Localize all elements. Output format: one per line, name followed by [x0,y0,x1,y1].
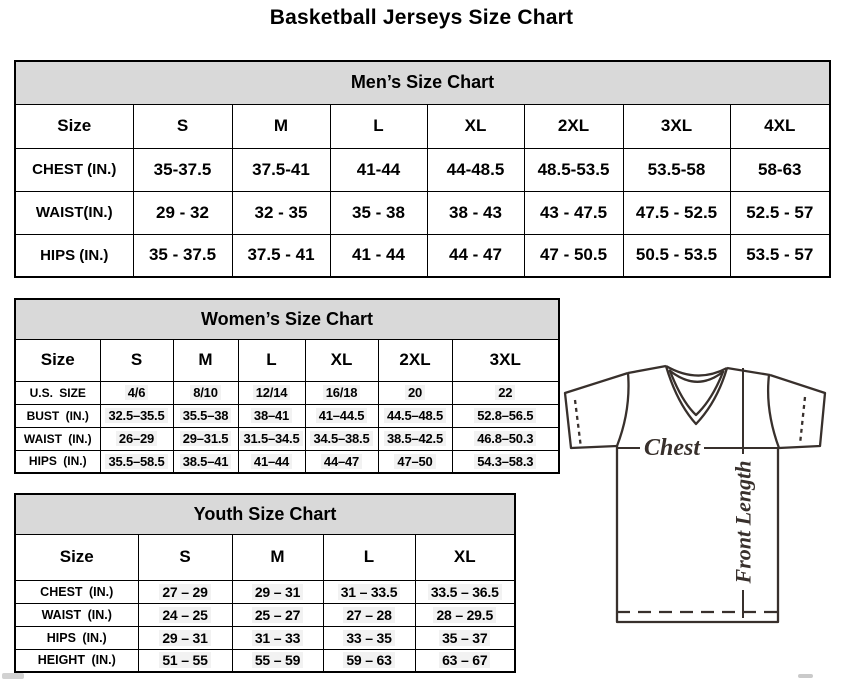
table-cell [232,234,330,277]
section-title: Women’s Size Chart [15,299,559,339]
column-header: S [100,339,173,381]
row-label: BUST (IN.) [15,404,100,427]
jersey-measurement-diagram [558,358,840,638]
row-label: HIPS (IN.) [15,626,138,649]
column-header: 3XL [623,104,730,148]
table-cell [378,450,452,473]
cell-value: 38 - 43 [449,202,502,222]
table-cell [323,580,415,603]
column-header: 3XL [452,339,559,381]
section-title: Youth Size Chart [15,494,515,534]
column-header: Size [15,104,133,148]
table-cell [133,148,232,191]
cell-value: 22 [495,385,515,400]
womens-size-chart-table [14,298,560,474]
jersey-right-cuff-dashes [800,397,805,444]
table-cell [232,626,323,649]
table-row [15,649,515,672]
table-cell [378,404,452,427]
cell-value: 29 – 31 [159,630,210,646]
horizontal-scrollbar-fragment-right[interactable] [798,674,813,678]
row-label: CHEST (IN.) [15,148,133,191]
table-row [15,603,515,626]
column-header: M [232,534,323,580]
jersey-right-shoulder [727,368,770,375]
table-cell [623,234,730,277]
table-cell [378,381,452,404]
table-cell [452,381,559,404]
cell-value: 33.5 – 36.5 [428,584,502,600]
cell-value: 50.5 - 53.5 [635,245,718,265]
cell-value: 47.5 - 52.5 [635,202,718,222]
cell-value: 29–31.5 [180,431,232,446]
table-cell [305,381,378,404]
page-title: Basketball Jerseys Size Chart [269,6,574,29]
cell-value: 35-37.5 [153,159,212,179]
cell-value: 47–50 [394,454,435,469]
jersey-left-cuff-dashes [575,400,581,448]
cell-value: 35.5–38 [180,408,232,423]
jersey-right-sleeve [770,375,825,448]
table-cell [232,148,330,191]
table-cell [452,450,559,473]
cell-value: 51 – 55 [159,652,210,668]
table-cell [173,427,238,450]
table-cell [323,626,415,649]
table-cell [100,381,173,404]
cell-value: 52.8–56.5 [474,408,536,423]
cell-value: 58-63 [758,159,802,179]
table-cell [305,404,378,427]
table-cell [452,427,559,450]
table-cell [730,148,830,191]
table-cell [232,649,323,672]
cell-value: 34.5–38.5 [310,431,372,446]
table-cell [415,603,515,626]
front-length-label: Front Length [730,460,756,584]
cell-value: 43 - 47.5 [539,202,608,222]
table-row [15,404,559,427]
table-row [15,234,830,277]
cell-value: 41–44.5 [316,408,368,423]
table-cell [524,191,623,234]
table-cell [138,603,232,626]
table-cell [138,626,232,649]
cell-value: 24 – 25 [159,607,210,623]
table-cell [730,234,830,277]
cell-value: 46.8–50.3 [474,431,536,446]
cell-value: 29 – 31 [252,584,303,600]
cell-value: 52.5 - 57 [746,202,814,222]
cell-value: 59 – 63 [343,652,394,668]
cell-value: 20 [405,385,425,400]
table-cell [427,148,524,191]
cell-value: 44–47 [321,454,362,469]
table-row [15,381,559,404]
column-header: M [232,104,330,148]
table-cell [524,234,623,277]
column-header: 2XL [378,339,452,381]
column-header: 2XL [524,104,623,148]
cell-value: 41-44 [356,159,401,179]
cell-value: 16/18 [323,385,361,400]
column-header: S [138,534,232,580]
row-label: WAIST(IN.) [15,191,133,234]
column-header: L [323,534,415,580]
table-cell [238,404,305,427]
mens-size-chart-table [14,60,831,278]
cell-value: 44 - 47 [449,245,502,265]
row-label: CHEST (IN.) [15,580,138,603]
table-cell [330,148,427,191]
cell-value: 12/14 [253,385,291,400]
table-cell [232,191,330,234]
jersey-left-seam [617,373,629,446]
table-row [15,626,515,649]
jersey-right-seam [768,375,779,448]
section-header-row [15,494,515,534]
youth-size-chart-table [14,493,516,673]
cell-value: 4/6 [125,385,148,400]
horizontal-scrollbar-fragment-left[interactable] [2,673,24,679]
table-cell [415,580,515,603]
row-label: WAIST (IN.) [15,603,138,626]
table-cell [305,450,378,473]
jersey-icon [558,358,840,638]
cell-value: 55 – 59 [252,652,303,668]
section-header-row [15,61,830,104]
table-cell [133,191,232,234]
cell-value: 33 – 35 [343,630,394,646]
row-label: HEIGHT (IN.) [15,649,138,672]
cell-value: 35 - 37.5 [148,245,217,265]
column-header: M [173,339,238,381]
table-cell [623,148,730,191]
cell-value: 31.5–34.5 [240,431,302,446]
cell-value: 31 – 33.5 [338,584,401,600]
table-cell [427,191,524,234]
cell-value: 38–41 [251,408,292,423]
cell-value: 35 – 37 [439,630,490,646]
table-cell [238,450,305,473]
column-header: S [133,104,232,148]
cell-value: 48.5-53.5 [537,159,610,179]
cell-value: 53.5 - 57 [746,245,814,265]
cell-value: 44-48.5 [446,159,505,179]
cell-value: 38.5–41 [180,454,232,469]
cell-value: 35.5–58.5 [105,454,167,469]
cell-value: 27 – 28 [343,607,394,623]
table-cell [100,450,173,473]
section-title: Men’s Size Chart [15,61,830,104]
table-cell [330,234,427,277]
table-cell [100,427,173,450]
table-cell [173,404,238,427]
table-row [15,580,515,603]
cell-value: 29 - 32 [156,202,209,222]
cell-value: 32 - 35 [254,202,308,222]
cell-value: 37.5-41 [252,159,310,179]
table-cell [305,427,378,450]
table-cell [452,404,559,427]
row-label: WAIST (IN.) [15,427,100,450]
cell-value: 44.5–48.5 [384,408,446,423]
cell-value: 32.5–35.5 [105,408,167,423]
table-cell [415,649,515,672]
column-header: Size [15,339,100,381]
column-header: XL [415,534,515,580]
cell-value: 38.5–42.5 [384,431,446,446]
table-row [15,427,559,450]
table-cell [623,191,730,234]
table-cell [238,381,305,404]
chest-label: Chest [643,435,701,461]
column-header-row [15,534,515,580]
table-cell [232,603,323,626]
cell-value: 37.5 - 41 [247,245,315,265]
row-label: HIPS (IN.) [15,450,100,473]
table-cell [173,450,238,473]
column-header: XL [305,339,378,381]
table-cell [173,381,238,404]
column-header-row [15,339,559,381]
table-cell [232,580,323,603]
cell-value: 27 – 29 [159,584,210,600]
table-cell [133,234,232,277]
column-header: Size [15,534,138,580]
section-header-row [15,299,559,339]
table-cell [415,626,515,649]
column-header: XL [427,104,524,148]
row-label: HIPS (IN.) [15,234,133,277]
table-cell [330,191,427,234]
table-row [15,191,830,234]
cell-value: 41 - 44 [352,245,405,265]
cell-value: 53.5-58 [647,159,706,179]
table-cell [323,649,415,672]
table-row [15,450,559,473]
cell-value: 54.3–58.3 [474,454,536,469]
column-header: L [238,339,305,381]
cell-value: 63 – 67 [439,652,490,668]
jersey-left-sleeve [565,373,628,448]
table-cell [100,404,173,427]
cell-value: 41–44 [251,454,292,469]
table-cell [378,427,452,450]
table-cell [730,191,830,234]
cell-value: 28 – 29.5 [433,607,496,623]
table-cell [524,148,623,191]
table-cell [323,603,415,626]
jersey-left-shoulder [628,366,666,373]
cell-value: 47 - 50.5 [539,245,608,265]
table-cell [138,580,232,603]
table-cell [238,427,305,450]
cell-value: 35 - 38 [352,202,405,222]
cell-value: 8/10 [190,385,221,400]
table-cell [427,234,524,277]
cell-value: 26–29 [116,431,157,446]
column-header: 4XL [730,104,830,148]
cell-value: 25 – 27 [252,607,303,623]
table-row [15,148,830,191]
column-header: L [330,104,427,148]
row-label: U.S. SIZE [15,381,100,404]
table-cell [138,649,232,672]
cell-value: 31 – 33 [252,630,303,646]
column-header-row [15,104,830,148]
